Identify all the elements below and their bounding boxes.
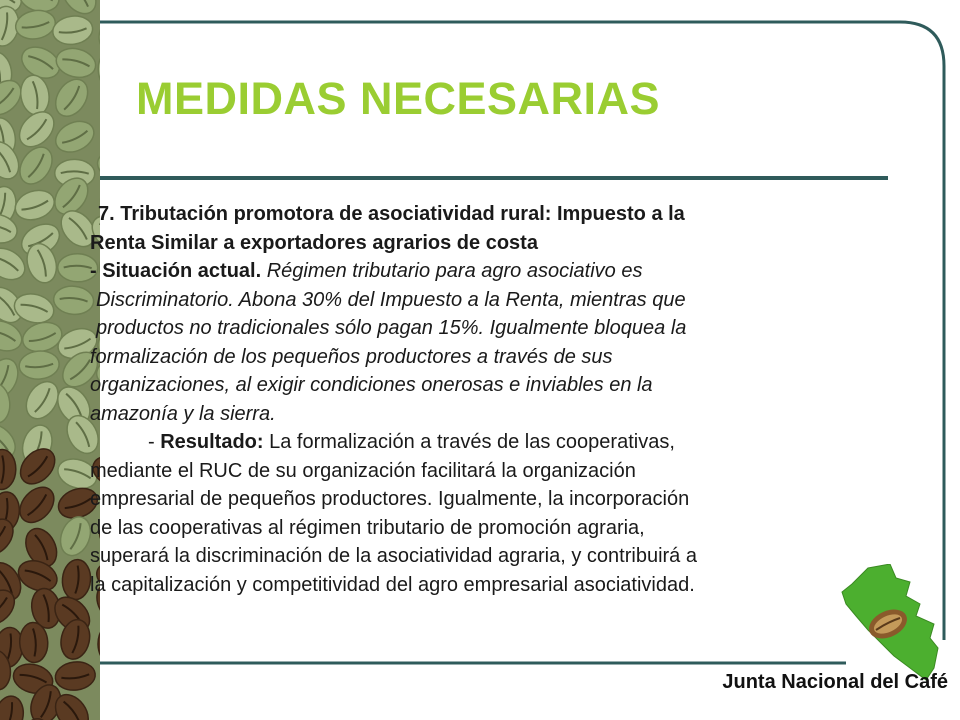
situation-line: productos no tradicionales sólo pagan 15%. Igualmente bloquea la: [96, 317, 687, 339]
situation-line: formalización de los pequeños productores a través de sus: [90, 345, 613, 368]
heading-line: Renta Similar a exportadores agrarios de costa: [90, 231, 538, 254]
result-line: mediante el RUC de su organización facilitará la organización: [90, 459, 636, 482]
coffee-beans-decoration: [0, 0, 100, 720]
situation-line: organizaciones, al exigir condiciones onerosas e inviables en la: [90, 374, 653, 396]
heading-line: 7. Tributación promotora de asociatividad rural: Impuesto a la: [98, 203, 685, 225]
result-line: empresarial de pequeños productores. Igualmente, la incorporación: [90, 488, 690, 510]
result-line: de las cooperativas al régimen tributario de promoción agraria,: [90, 516, 645, 539]
result-line: superará la discriminación de la asociatividad agraria, y contribuirá a: [90, 545, 697, 567]
situation-line: amazonía y la sierra.: [90, 402, 276, 425]
peru-map-logo: [838, 564, 942, 682]
result-line: la capitalización y competitividad del agro empresarial asociatividad.: [90, 573, 695, 596]
situation-label: - Situación actual.: [90, 260, 262, 282]
footer-organization: Junta Nacional del Café: [722, 671, 948, 693]
result-label: Resultado:: [160, 431, 264, 453]
slide-body: [90, 200, 830, 599]
situation-line: - Situación actual. Régimen tributario para agro asociativo es: [90, 260, 643, 282]
result-line: - Resultado: La formalización a través de las cooperativas,: [148, 431, 675, 453]
slide-title: MEDIDAS NECESARIAS: [136, 73, 661, 124]
situation-line: Discriminatorio. Abona 30% del Impuesto a la Renta, mientras que: [96, 288, 686, 311]
